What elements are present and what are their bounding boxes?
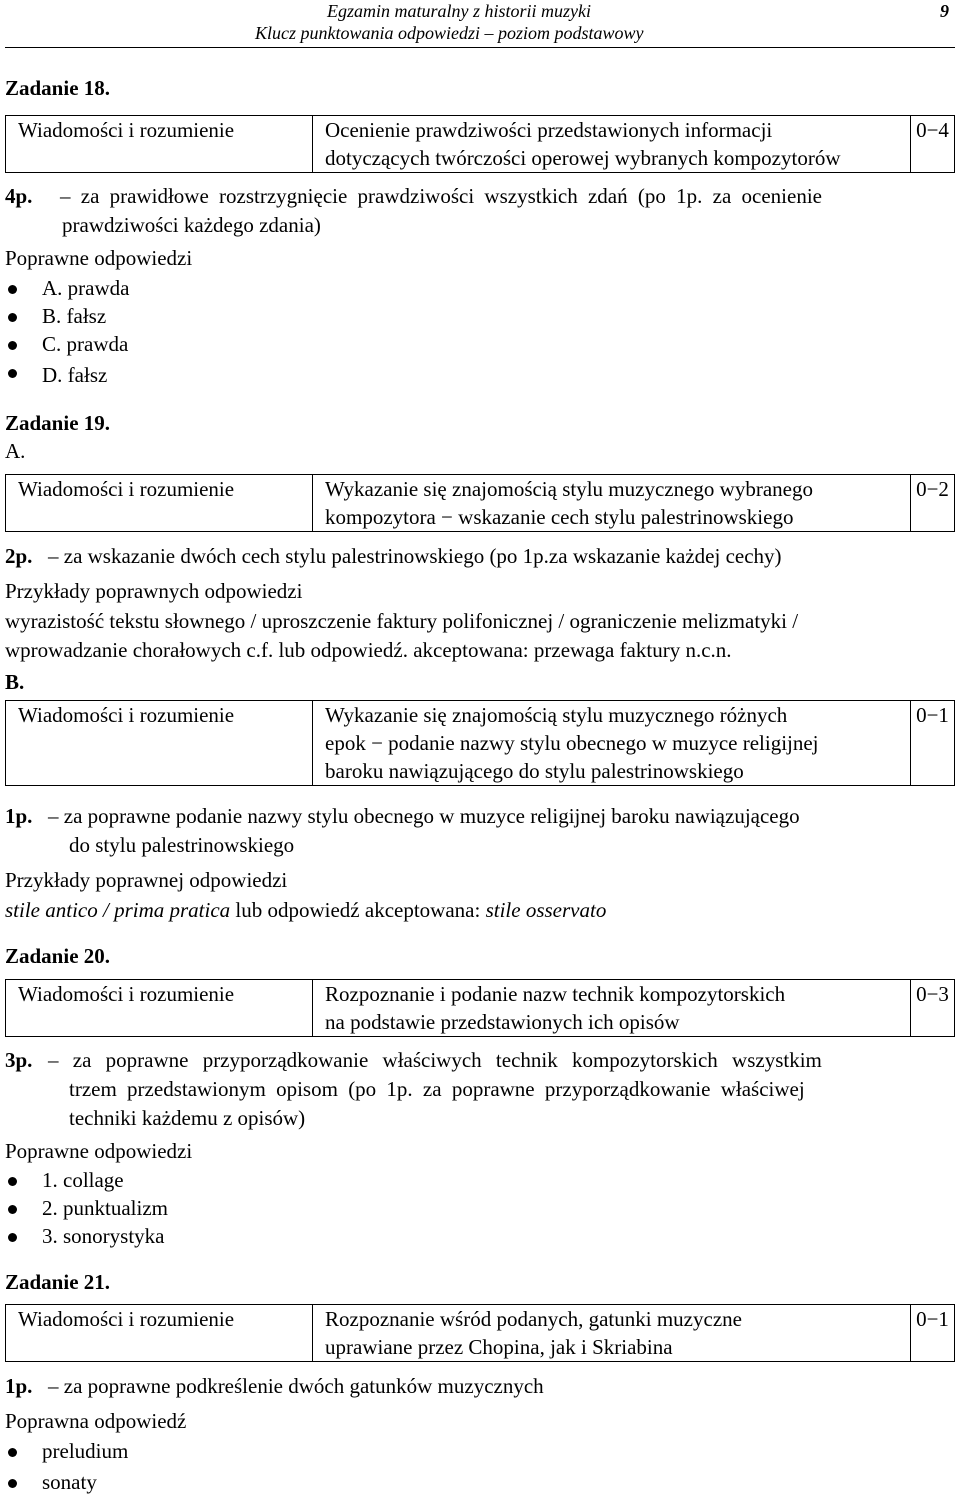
task-19-title: Zadanie 19.: [5, 411, 111, 435]
task-19b-example-line: [5, 900, 606, 921]
task-18-description: [313, 116, 911, 173]
task-18-answer-c: C. prawda: [42, 332, 129, 356]
task-19b-desc-line1: Wykazanie się znajomością stylu muzycznego różnych: [325, 703, 788, 727]
task-19a-description: [313, 475, 911, 532]
task-19a-points: 0−2: [911, 475, 955, 532]
task-20-desc-line2: na podstawie przedstawionych ich opisów: [325, 1010, 680, 1034]
task-19a-desc-line1: Wykazanie się znajomością stylu muzycznego wybranego: [325, 477, 813, 501]
task-20-answer-1: 1. collage: [42, 1168, 124, 1192]
task-19a-examples-line2: wprowadzanie chorałowych c.f. lub odpowiedź. akceptowana: przewaga faktury n.c.n.: [5, 638, 732, 662]
task-20-title: Zadanie 20.: [5, 944, 111, 968]
header-rule: [5, 47, 955, 48]
task-19b-points: 0−1: [911, 701, 955, 786]
task-21-points: 0−1: [911, 1305, 955, 1362]
task-19b-example-label: Przykłady poprawnej odpowiedzi: [5, 868, 288, 892]
task-19b-desc-line2: epok − podanie nazwy stylu obecnego w muzyce religijnej: [325, 731, 819, 755]
task-19b-description: [313, 701, 911, 786]
task-18-points: 0−4: [911, 116, 955, 173]
task-19b-example-mid: lub odpowiedź akceptowana:: [230, 898, 486, 922]
task-18-title: Zadanie 18.: [5, 76, 111, 100]
task-18-answers-label: Poprawne odpowiedzi: [5, 246, 193, 270]
task-19a-criteria-table: [5, 474, 955, 532]
task-20-points: 0−3: [911, 980, 955, 1037]
task-20-criteria-table: [5, 979, 955, 1037]
task-21-answers-label: Poprawna odpowiedź: [5, 1409, 187, 1433]
task-18-score-points: 4p.: [5, 184, 33, 208]
bullet-icon: [8, 1233, 17, 1242]
task-18-category: Wiadomości i rozumienie: [6, 116, 313, 173]
task-21-answer-2: sonaty: [42, 1470, 97, 1494]
bullet-icon: [8, 1479, 17, 1488]
task-18-answer-d: D. fałsz: [42, 363, 108, 387]
task-19b-category: Wiadomości i rozumienie: [6, 701, 313, 786]
task-20-answers-label: Poprawne odpowiedzi: [5, 1139, 193, 1163]
task-18-desc-line2: dotyczących twórczości operowej wybranych kompozytorów: [325, 146, 841, 170]
task-19b-score-points: 1p.: [5, 804, 33, 828]
bullet-icon: [8, 1448, 17, 1457]
bullet-icon: [8, 1205, 17, 1214]
task-18-criteria-table: [5, 115, 955, 173]
page-number: 9: [940, 1, 949, 21]
task-18-answer-a: A. prawda: [42, 276, 130, 300]
task-19-part-a: A.: [5, 439, 26, 463]
bullet-icon: [8, 313, 17, 322]
task-18-scoring-line2: prawdziwości każdego zdania): [62, 213, 321, 237]
task-20-answer-3: 3. sonorystyka: [42, 1224, 165, 1248]
header-exam-title: Egzamin maturalny z historii muzyki: [327, 1, 591, 21]
task-20-scoring-line2: trzem przedstawionym opisom (po 1p. za poprawne przyporządkowanie właściwej: [69, 1077, 805, 1101]
task-20-description: [313, 980, 911, 1037]
task-21-title: Zadanie 21.: [5, 1270, 111, 1294]
task-21-desc-line1: Rozpoznanie wśród podanych, gatunki muzyczne: [325, 1307, 742, 1331]
task-21-category: Wiadomości i rozumienie: [6, 1305, 313, 1362]
task-18-answer-b: B. fałsz: [42, 304, 107, 328]
task-19a-examples-label: Przykłady poprawnych odpowiedzi: [5, 579, 303, 603]
task-19a-desc-line2: kompozytora − wskazanie cech stylu palestrinowskiego: [325, 505, 794, 529]
task-19b-example-italic1: stile antico / prima pratica: [5, 898, 231, 922]
task-20-scoring-line1: – za poprawne przyporządkowanie właściwych technik kompozytorskich wszystkim: [48, 1048, 822, 1072]
task-19b-scoring-line1: – za poprawne podanie nazwy stylu obecnego w muzyce religijnej baroku nawiązującego: [48, 804, 800, 828]
task-19b-desc-line3: baroku nawiązującego do stylu palestrinowskiego: [325, 759, 744, 783]
task-18-desc-line1: Ocenienie prawdziwości przedstawionych informacji: [325, 118, 773, 142]
bullet-icon: [8, 369, 17, 378]
task-20-scoring-line3: techniki każdemu z opisów): [69, 1106, 306, 1130]
bullet-icon: [8, 285, 17, 294]
task-19a-examples-line1: wyrazistość tekstu słownego / uproszczenie faktury polifonicznej / ograniczenie melizmatyki /: [5, 609, 799, 633]
task-19b-scoring-line2: do stylu palestrinowskiego: [69, 833, 295, 857]
task-21-criteria-table: [5, 1304, 955, 1362]
task-20-category: Wiadomości i rozumienie: [6, 980, 313, 1037]
task-20-answer-2: 2. punktualizm: [42, 1196, 168, 1220]
task-19a-scoring: – za wskazanie dwóch cech stylu palestrinowskiego (po 1p.za wskazanie każdej cechy): [48, 544, 782, 568]
task-21-desc-line2: uprawiane przez Chopina, jak i Skriabina: [325, 1335, 673, 1359]
task-18-scoring-line1: – za prawidłowe rozstrzygnięcie prawdziwości wszystkich zdań (po 1p. za ocenienie: [60, 184, 822, 208]
task-21-description: [313, 1305, 911, 1362]
task-19a-score-points: 2p.: [5, 544, 33, 568]
task-19b-example-italic2: stile osservato: [485, 898, 607, 922]
task-20-desc-line1: Rozpoznanie i podanie nazw technik kompozytorskich: [325, 982, 786, 1006]
task-21-score-points: 1p.: [5, 1374, 33, 1398]
task-21-scoring: – za poprawne podkreślenie dwóch gatunków muzycznych: [48, 1374, 544, 1398]
task-20-score-points: 3p.: [5, 1048, 33, 1072]
bullet-icon: [8, 1177, 17, 1186]
header-key-title: Klucz punktowania odpowiedzi – poziom podstawowy: [255, 23, 644, 43]
bullet-icon: [8, 341, 17, 350]
task-21-answer-1: preludium: [42, 1439, 129, 1463]
task-19-part-b: B.: [5, 670, 25, 694]
task-19b-criteria-table: [5, 700, 955, 786]
task-19a-category: Wiadomości i rozumienie: [6, 475, 313, 532]
